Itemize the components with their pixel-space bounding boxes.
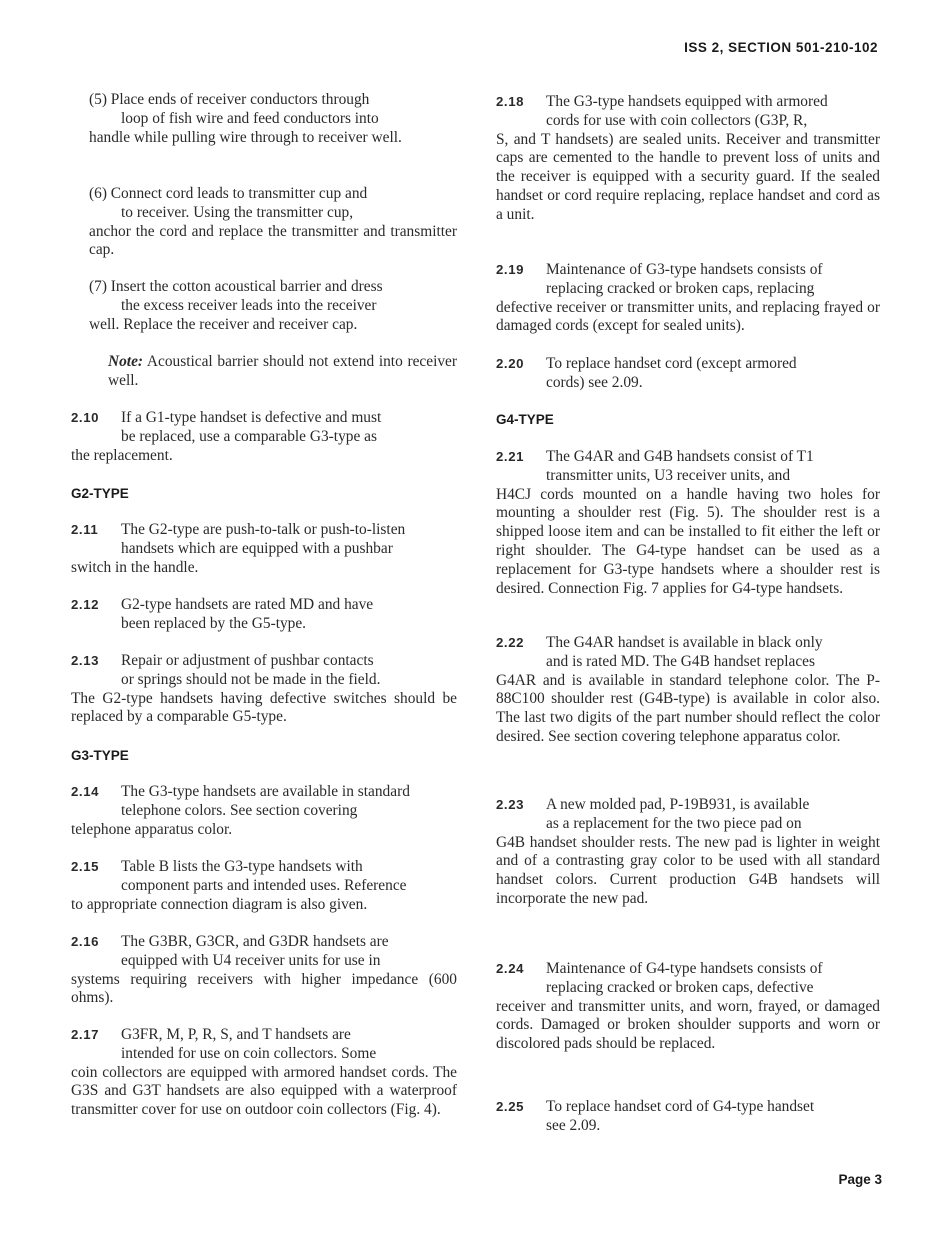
para-number: 2.15 — [71, 859, 100, 874]
step-6-lead: (6) Connect cord leads to transmitter cup and — [89, 185, 368, 202]
para-2-21 — [496, 448, 880, 598]
para-rest: G4AR and is available in standard telephone color. The P-88C100 shoulder rest (G4B-type) is available in color also. The last two digits of the part number should reflect the color desired. See section covering telephone apparatus color. — [496, 671, 880, 745]
para-rest: S, and T handsets) are sealed units. Receiver and transmitter caps are cemented to the handle to prevent loss of units and the receiver is equipped with a security guard. If the sealed handset or cord require replacing, replace handset and cord as a unit. — [496, 130, 880, 223]
para-rest: the replacement. — [71, 446, 173, 464]
para-cont: cords) see 2.09. — [546, 373, 643, 391]
para-rest: coin collectors are equipped with armored handset cords. The G3S and G3T handsets are also equipped with a waterproof transmitter cover for use on outdoor coin collectors (Fig. 4). — [71, 1063, 457, 1119]
para-lead: A new molded pad, P-19B931, is available — [546, 796, 810, 813]
para-number: 2.14 — [71, 784, 100, 799]
para-lead: The G3-type handsets equipped with armored — [546, 93, 828, 110]
note-paragraph — [71, 353, 457, 391]
para-2-15 — [71, 858, 457, 914]
para-cont: component parts and intended uses. Reference — [121, 876, 407, 894]
para-lead: If a G1-type handset is defective and must — [121, 409, 382, 426]
para-number: 2.16 — [71, 934, 100, 949]
step-5-cont: loop of fish wire and feed conductors into — [121, 109, 379, 127]
para-rest: defective receiver or transmitter units, and replacing frayed or damaged cords (except for sealed units). — [496, 298, 880, 335]
section-header: ISS 2, SECTION 501-210-102 — [684, 40, 878, 55]
para-number: 2.21 — [496, 449, 525, 464]
para-2-11 — [71, 521, 457, 577]
para-rest: H4CJ cords mounted on a handle having two holes for mounting a shoulder rest (Fig. 5). The shoulder rest is a shipped loose item and can be installed to fit either the left or right shoulder. The G4-type handset can be used as a replacement for G3-type handsets where a shoulder rest is desired. Connection Fig. 7 applies for G4-type handsets. — [496, 485, 880, 597]
para-2-24 — [496, 960, 880, 1054]
para-lead: To replace handset cord (except armored — [546, 355, 797, 372]
para-number: 2.11 — [71, 522, 99, 537]
para-lead: The G2-type are push-to-talk or push-to-listen — [121, 521, 406, 538]
para-number: 2.10 — [71, 410, 100, 425]
para-rest: The G2-type handsets having defective switches should be replaced by a comparable G5-type. — [71, 689, 457, 726]
para-lead: G2-type handsets are rated MD and have — [121, 596, 374, 613]
para-lead: Table B lists the G3-type handsets with — [121, 858, 363, 875]
step-6-cont: to receiver. Using the transmitter cup, — [121, 203, 354, 221]
para-2-23 — [496, 796, 880, 909]
step-5-lead: (5) Place ends of receiver conductors through — [89, 91, 370, 108]
para-rest: switch in the handle. — [71, 558, 199, 576]
g2-type-heading: G2-TYPE — [71, 486, 129, 501]
para-lead: Maintenance of G4-type handsets consists of — [546, 960, 823, 977]
para-rest: receiver and transmitter units, and worn, frayed, or damaged cords. Damaged or broken shoulder supports and worn or discolored pads should be replaced. — [496, 997, 880, 1053]
para-lead: The G4AR and G4B handsets consist of T1 — [546, 448, 814, 465]
para-2-14 — [71, 783, 457, 839]
para-2-10 — [71, 409, 457, 465]
para-rest: telephone apparatus color. — [71, 820, 233, 838]
para-cont: replacing cracked or broken caps, defective — [546, 978, 814, 996]
step-5-paragraph — [71, 91, 457, 147]
step-7-cont: the excess receiver leads into the receiver — [121, 296, 377, 314]
para-2-25 — [496, 1098, 880, 1136]
para-lead: G3FR, M, P, R, S, and T handsets are — [121, 1026, 351, 1043]
para-cont: telephone colors. See section covering — [121, 801, 358, 819]
para-2-19 — [496, 261, 880, 336]
para-cont: and is rated MD. The G4B handset replaces — [546, 652, 815, 670]
para-cont: replacing cracked or broken caps, replacing — [546, 279, 815, 297]
note-label: Note: — [108, 353, 144, 370]
para-number: 2.23 — [496, 797, 525, 812]
para-lead: The G4AR handset is available in black only — [546, 634, 823, 651]
step-7-paragraph — [71, 278, 457, 334]
para-cont: equipped with U4 receiver units for use in — [121, 951, 381, 969]
page-number: Page 3 — [838, 1172, 882, 1187]
para-cont: as a replacement for the two piece pad on — [546, 814, 802, 832]
para-2-20 — [496, 355, 880, 393]
para-cont: see 2.09. — [546, 1116, 601, 1134]
para-2-22 — [496, 634, 880, 747]
para-number: 2.25 — [496, 1099, 525, 1114]
note-text: Acoustical barrier should not extend into receiver well. — [108, 353, 457, 389]
para-number: 2.19 — [496, 262, 525, 277]
para-number: 2.24 — [496, 961, 525, 976]
step-7-lead: (7) Insert the cotton acoustical barrier and dress — [89, 278, 383, 295]
g4-type-heading: G4-TYPE — [496, 412, 554, 427]
para-cont: cords for use with coin collectors (G3P, R, — [546, 111, 808, 129]
para-2-18 — [496, 93, 880, 225]
step-6-rest: anchor the cord and replace the transmitter and transmitter cap. — [89, 222, 457, 259]
para-number: 2.13 — [71, 653, 100, 668]
para-cont: intended for use on coin collectors. Some — [121, 1044, 377, 1062]
para-2-17 — [71, 1026, 457, 1120]
para-lead: To replace handset cord of G4-type handset — [546, 1098, 815, 1115]
para-number: 2.12 — [71, 597, 100, 612]
step-5-rest: handle while pulling wire through to receiver well. — [89, 128, 402, 146]
para-number: 2.22 — [496, 635, 525, 650]
para-rest: systems requiring receivers with higher impedance (600 ohms). — [71, 970, 457, 1007]
para-rest: to appropriate connection diagram is also given. — [71, 895, 368, 913]
para-lead: Maintenance of G3-type handsets consists of — [546, 261, 823, 278]
para-lead: The G3BR, G3CR, and G3DR handsets are — [121, 933, 389, 950]
para-number: 2.18 — [496, 94, 525, 109]
para-lead: Repair or adjustment of pushbar contacts — [121, 652, 374, 669]
g3-type-heading: G3-TYPE — [71, 748, 129, 763]
para-cont: transmitter units, U3 receiver units, and — [546, 466, 791, 484]
para-2-12 — [71, 596, 457, 634]
para-cont: or springs should not be made in the field. — [121, 670, 381, 688]
para-2-13 — [71, 652, 457, 727]
para-number: 2.17 — [71, 1027, 100, 1042]
step-6-paragraph — [71, 185, 457, 260]
para-cont: handsets which are equipped with a pushbar — [121, 539, 393, 557]
para-number: 2.20 — [496, 356, 525, 371]
para-cont: been replaced by the G5-type. — [121, 614, 307, 632]
para-2-16 — [71, 933, 457, 1008]
step-7-rest: well. Replace the receiver and receiver cap. — [89, 315, 358, 333]
para-cont: be replaced, use a comparable G3-type as — [121, 427, 377, 445]
para-lead: The G3-type handsets are available in standard — [121, 783, 410, 800]
para-rest: G4B handset shoulder rests. The new pad is lighter in weight and of a contrasting gray color to be used with all standard handset colors. Current production G4B handsets will incorporate the new pad. — [496, 833, 880, 907]
